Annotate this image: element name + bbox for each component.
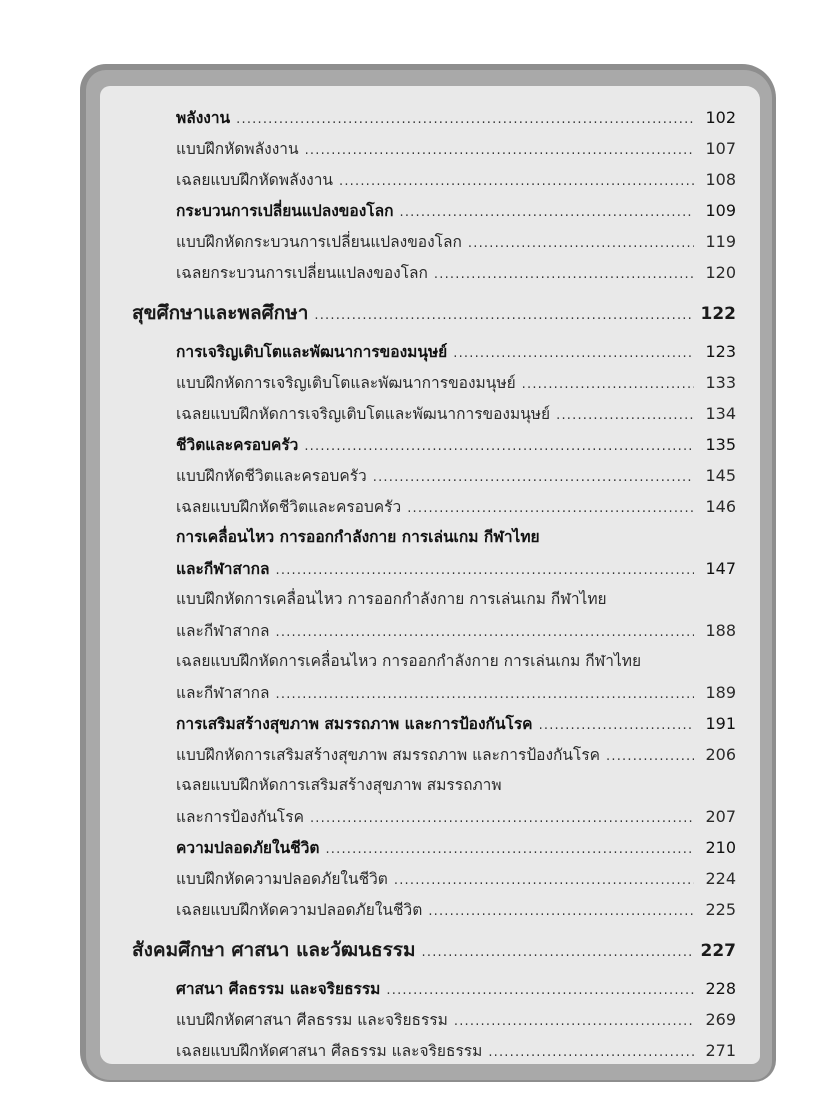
toc-entry [96,257,736,288]
toc-entry [96,398,736,429]
table-of-contents [96,102,736,1066]
toc-page-number: 227 [700,941,736,961]
toc-page-number: 123 [705,342,736,361]
toc-page-number: 122 [700,304,736,324]
dot-leader [310,803,694,834]
dot-leader [276,555,694,586]
toc-entry-title: เฉลยแบบฝึกหัดพลังงาน [176,171,334,189]
toc-entry-title: แบบฝึกหัดการเจริญเติบโตและพัฒนาการของมนุษย์ [176,374,516,392]
toc-entry-title: และกีฬาสากล [176,684,270,702]
dot-leader [305,135,694,166]
toc-entry [96,491,736,522]
dot-leader [276,679,694,710]
toc-entry [96,195,736,226]
toc-page-number: 120 [705,263,736,282]
toc-entry-title: สังคมศึกษา ศาสนา และวัฒนธรรม [132,939,416,961]
toc-entry [96,164,736,195]
toc-entry-title: แบบฝึกหัดศาสนา ศีลธรรม และจริยธรรม [176,1011,448,1029]
toc-entry [96,894,736,925]
toc-entry-title: การเสริมสร้างสุขภาพ สมรรถภาพ และการป้องกันโรค [176,715,533,733]
dot-leader [339,166,694,197]
toc-entry-title: แบบฝึกหัดการเสริมสร้างสุขภาพ สมรรถภาพ และการป้องกันโรค [176,746,601,764]
toc-page-number: 109 [705,201,736,220]
toc-page-number: 225 [705,900,736,919]
toc-entry-title: พลังงาน [176,109,231,127]
toc-section-heading [96,296,736,330]
toc-entry-title: และการป้องกันโรค [176,808,304,826]
toc-entry-title: เฉลยแบบฝึกหัดการเจริญเติบโตและพัฒนาการของมนุษย์ [176,405,551,423]
toc-entry [96,460,736,491]
toc-page-number: 119 [705,232,736,251]
dot-leader [236,104,694,135]
toc-entry-title: เฉลยแบบฝึกหัดความปลอดภัยในชีวิต [176,901,423,919]
toc-entry-title-line1: เฉลยแบบฝึกหัดการเสริมสร้างสุขภาพ สมรรถภาพ [176,776,502,794]
dot-leader [428,896,694,927]
toc-entry [96,832,736,863]
dot-leader [454,1006,694,1037]
toc-entry-title-line1: แบบฝึกหัดการเคลื่อนไหว การออกกำลังกาย การเล่นเกม กีฬาไทย [176,590,607,608]
toc-entry [96,584,736,646]
toc-entry [96,429,736,460]
toc-page-number: 271 [705,1041,736,1060]
toc-entry-title: แบบฝึกหัดกระบวนการเปลี่ยนแปลงของโลก [176,233,462,251]
toc-section-heading [96,933,736,967]
toc-entry-title: และกีฬาสากล [176,622,270,640]
dot-leader [522,369,694,400]
toc-page-number: 228 [705,979,736,998]
toc-page-number: 206 [705,745,736,764]
toc-entry-title: กระบวนการเปลี่ยนแปลงของโลก [176,202,394,220]
toc-entry-title: เฉลยกระบวนการเปลี่ยนแปลงของโลก [176,264,428,282]
toc-entry-title: แบบฝึกหัดพลังงาน [176,140,299,158]
toc-page-number: 191 [705,714,736,733]
dot-leader [314,299,694,333]
toc-entry-title: แบบฝึกหัดความปลอดภัยในชีวิต [176,870,388,888]
toc-page-number: 189 [705,683,736,702]
dot-leader [407,493,694,524]
dot-leader [373,462,694,493]
toc-entry [96,226,736,257]
toc-page-number: 133 [705,373,736,392]
toc-entry-title: แบบฝึกหัดชีวิตและครอบครัว [176,467,367,485]
toc-page-number: 188 [705,621,736,640]
dot-leader [325,834,694,865]
dot-leader [468,228,694,259]
dot-leader [399,197,694,228]
toc-entry [96,1035,736,1066]
toc-entry [96,367,736,398]
toc-entry [96,1004,736,1035]
dot-leader [434,259,694,290]
toc-page-number: 210 [705,838,736,857]
toc-entry-title-line1: เฉลยแบบฝึกหัดการเคลื่อนไหว การออกกำลังกาย การเล่นเกม กีฬาไทย [176,652,642,670]
toc-page-number: 147 [705,559,736,578]
dot-leader [539,710,694,741]
toc-entry [96,133,736,164]
toc-page-number: 108 [705,170,736,189]
toc-entry-title: การเจริญเติบโตและพัฒนาการของมนุษย์ [176,343,448,361]
toc-entry-title: และกีฬาสากล [176,560,270,578]
toc-entry [96,522,736,584]
dot-leader [276,617,694,648]
toc-page-number: 207 [705,807,736,826]
toc-page-number: 146 [705,497,736,516]
toc-entry-title: สุขศึกษาและพลศึกษา [132,302,309,324]
toc-page-number: 102 [705,108,736,127]
toc-page-number: 135 [705,435,736,454]
toc-entry [96,102,736,133]
toc-entry [96,770,736,832]
toc-page-number: 269 [705,1010,736,1029]
toc-entry [96,973,736,1004]
toc-entry [96,863,736,894]
toc-entry [96,336,736,367]
toc-page-number: 107 [705,139,736,158]
dot-leader [556,400,694,431]
toc-page-number: 145 [705,466,736,485]
toc-entry [96,646,736,708]
toc-entry-title: เฉลยแบบฝึกหัดชีวิตและครอบครัว [176,498,402,516]
toc-entry [96,739,736,770]
toc-entry-title: ศาสนา ศีลธรรม และจริยธรรม [176,980,381,998]
dot-leader [453,338,694,369]
dot-leader [606,741,694,772]
toc-page-number: 224 [705,869,736,888]
toc-entry-title: เฉลยแบบฝึกหัดศาสนา ศีลธรรม และจริยธรรม [176,1042,483,1060]
toc-entry-title: ความปลอดภัยในชีวิต [176,839,320,857]
toc-entry-title-line1: การเคลื่อนไหว การออกกำลังกาย การเล่นเกม กีฬาไทย [176,528,540,546]
toc-page-number: 134 [705,404,736,423]
dot-leader [304,431,694,462]
dot-leader [488,1037,694,1068]
toc-entry [96,708,736,739]
toc-entry-title: ชีวิตและครอบครัว [176,436,299,454]
dot-leader [394,865,694,896]
dot-leader [386,975,694,1006]
dot-leader [422,936,694,970]
